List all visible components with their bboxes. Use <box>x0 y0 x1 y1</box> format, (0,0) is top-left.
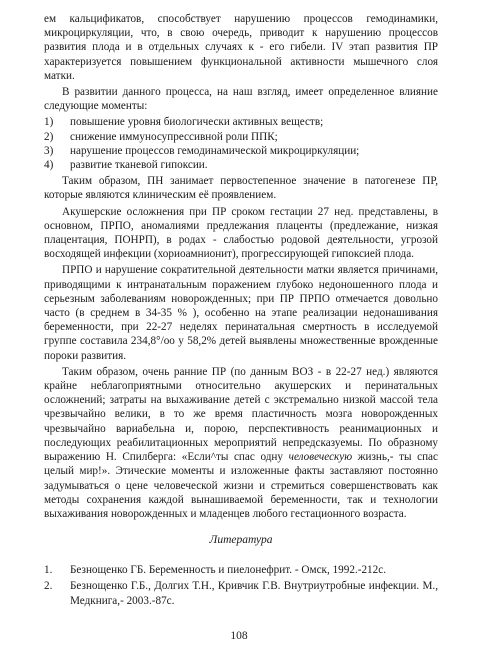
paragraph-prpo: ПРПО и нарушение сократительной деятельности матки является причинами, приводящими к интранатальным поражением глубоко недоношенного плода и серьезным заболеваниям новорожденных; при ПР ПРПО отмечается довольно часто (в среднем в 34-35 % ), особенно на этапе реализации недонашивания беременности, при 22-27 неделях перинатальная смертность в исследуемой группе составила 234,8°/оо у 58,2% детей выявлены множественные врожденные пороки развития. <box>44 264 438 362</box>
reference-item: 1. Безнощенко ГБ. Беременность и пиелонефрит. - Омск, 1992.-212с. <box>44 564 387 577</box>
paragraph-obstetric-complications: Акушерские осложнения при ПР сроком гестации 27 нед. представлены, в основном, ПРПО, аномалиями предлежания плаценты (предлежание, низкая плацентация, ПОНРП), в родах - слабостью родовой деятельности, угрозой восходящей инфекции (хориоамнионит), прогрессирующей гипоксией плода. <box>44 205 438 261</box>
paragraph-continuation: ем кальцификатов, способствует нарушению процессов гемодинамики, микроциркуляции, что, в свою очередь, приводит к нарушению процессов развития плода и в отдельных случаях к - его гибели. IV этап развития ПР характеризуется повышением функциональной активности мышечного слоя матки. <box>44 13 438 82</box>
list-item: 1) повышение уровня биологически активных веществ; <box>44 116 324 129</box>
paragraph-conclusion-pn: Таким образом, ПН занимает первостепенное значение в патогенезе ПР, которые являются клиническим её проявлением. <box>44 175 438 202</box>
references-list <box>44 563 438 608</box>
paragraph-very-early-births: Таким образом, очень ранние ПР (по данным ВОЗ - в 22-27 нед.) являются крайне неблагоприятными относительно акушерских и перинатальных осложнений; затраты на выхаживание детей с экстремально низкой массой тела чрезвычайно велики, в то же время пластичность мозга новорожденных чрезвычайно вариабельна и, порою, перспективность реанимационных и последующих реабилитационных мероприятий непредсказуемы. По образному выражению Н. Спилберга: «Если^ты спас одну человеческую жизнь,- ты спас целый мир!». Этические моменты и изложенные факты заставляют постоянно задумываться о цене человеческой жизни и стремиться совершенствовать как методы сохранения каждой вынашиваемой беременности, так и технологии выхаживания новорожденных и младенцев любого гестационного возраста. <box>44 365 438 520</box>
list-item: 2) снижение иммуносупрессивной роли ППК; <box>44 130 278 143</box>
references-heading: Литература <box>209 534 273 547</box>
list-item: 4) развитие тканевой гипоксии. <box>44 159 208 172</box>
page-number: 108 <box>230 630 248 642</box>
paragraph-factors-intro: В развитии данного процесса, на наш взгляд, имеет определенное влияние следующие моменты: <box>44 86 438 113</box>
reference-item: 2. Безнощенко Г.Б., Долгих Т.Н., Кривчик Г.В. Внутриутробные инфекции. М., Медкнига,- 2003.-87с. <box>44 580 438 607</box>
factors-list <box>44 115 438 172</box>
emphasis-word: человеческую <box>288 451 353 464</box>
list-item: 3) нарушение процессов гемодинамической микроциркуляции; <box>44 144 360 157</box>
